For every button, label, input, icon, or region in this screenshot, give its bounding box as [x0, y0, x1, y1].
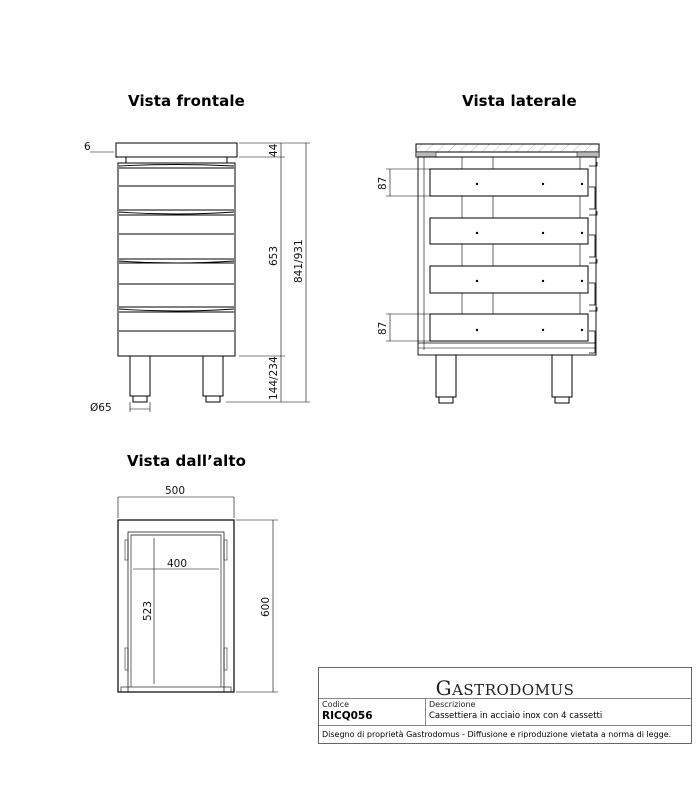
copyright-footer: Disegno di proprietà Gastrodomus - Diffusione e riproduzione vietata a norma di legge. — [322, 730, 672, 739]
top-view — [118, 497, 278, 692]
dim-inner-depth: 523 — [142, 600, 154, 621]
title-block — [318, 667, 692, 744]
gastrodomus-logo: GASTRODOMUS — [435, 676, 575, 700]
logo-row — [319, 668, 691, 699]
code-value: RICQ056 — [322, 710, 373, 722]
description-label: Descrizione — [429, 700, 476, 709]
dim-leg-diameter: Ø65 — [90, 402, 112, 414]
dim-overhang: 6 — [84, 141, 91, 153]
dim-drawer-bottom: 87 — [377, 321, 389, 335]
dim-inner-width: 400 — [167, 558, 188, 570]
side-view — [386, 144, 599, 403]
dim-width: 500 — [165, 485, 186, 497]
dim-total-height: 841/931 — [293, 239, 305, 283]
code-label: Codice — [322, 700, 350, 709]
dim-body-height: 653 — [268, 245, 280, 266]
dim-depth: 600 — [260, 596, 272, 617]
dim-top-thickness: 44 — [268, 143, 280, 157]
dim-drawer-top: 87 — [377, 176, 389, 190]
top-view-title: Vista dall’alto — [127, 452, 247, 470]
front-view-title: Vista frontale — [128, 92, 245, 110]
dim-leg-height: 144/234 — [268, 356, 280, 400]
description-value: Cassettiera in acciaio inox con 4 cassetti — [429, 711, 603, 721]
side-view-title: Vista laterale — [462, 92, 577, 110]
